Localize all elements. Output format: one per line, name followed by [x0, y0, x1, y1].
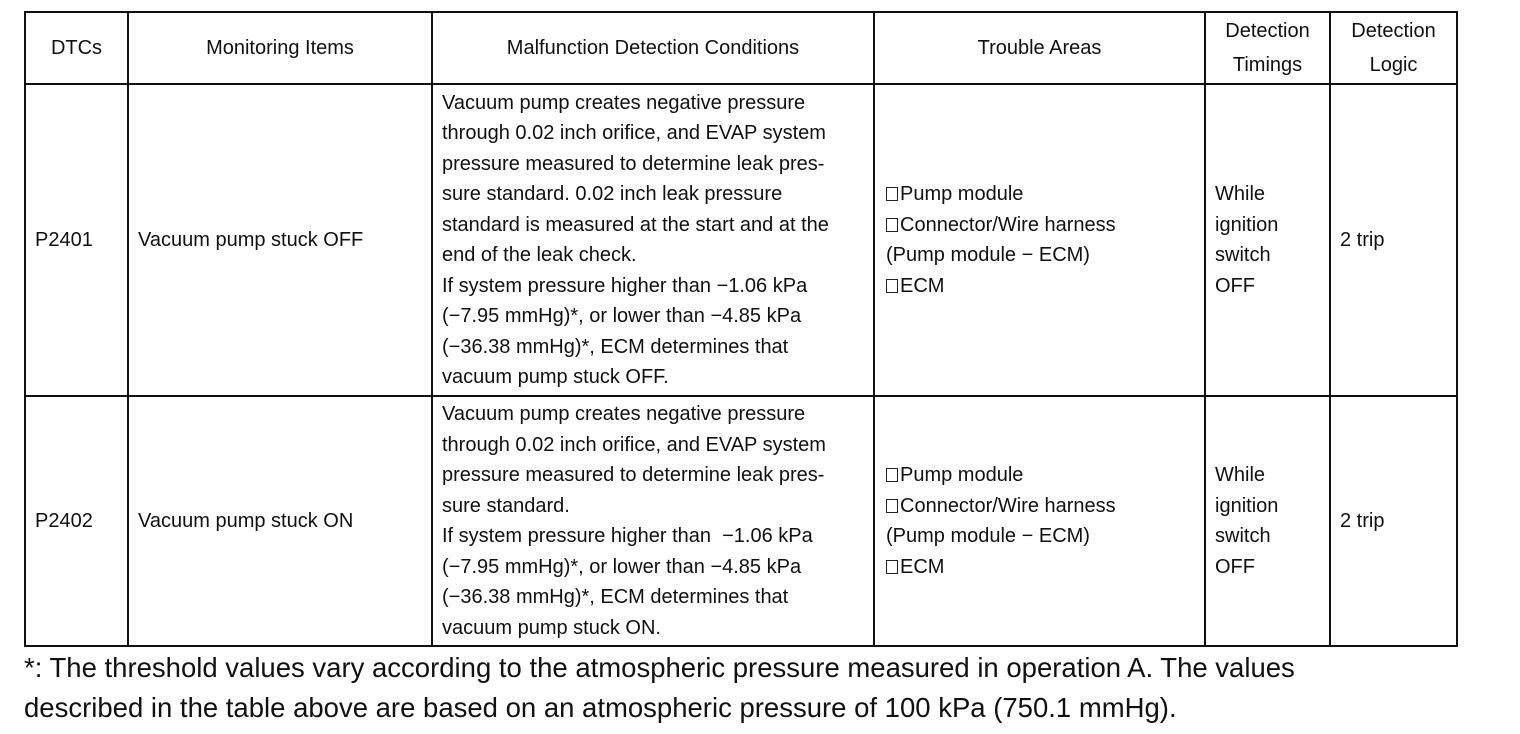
trouble-area-label: Connector/Wire harness	[900, 494, 1116, 517]
checkbox-bullet-icon	[886, 468, 898, 482]
trouble-area-item	[884, 552, 1200, 583]
header-detection-logic-line-1: Detection	[1351, 20, 1436, 42]
timing-line: ignition	[1215, 213, 1279, 236]
footnote-line: described in the table above are based on an atmospheric pressure of 100 kPa (750.1 mmHg).	[24, 692, 1177, 723]
trouble-area-item	[884, 210, 1200, 241]
header-malfunction-detection-conditions: Malfunction Detection Conditions	[432, 12, 874, 84]
header-detection-timings	[1205, 12, 1330, 84]
header-monitoring-items: Monitoring Items	[128, 12, 432, 84]
table-row	[25, 84, 1457, 396]
trouble-area-subitem: (Pump module − ECM)	[886, 244, 1090, 266]
header-detection-logic	[1330, 12, 1457, 84]
condition-line: through 0.02 inch orifice, and EVAP system	[442, 433, 826, 456]
header-detection-logic-line-2: Logic	[1369, 54, 1418, 76]
header-dtcs: DTCs	[25, 12, 128, 84]
condition-line: (−7.95 mmHg)*, or lower than −4.85 kPa	[442, 555, 802, 578]
monitoring-item-cell: Vacuum pump stuck OFF	[128, 84, 432, 396]
detection-conditions-cell	[432, 396, 874, 646]
detection-logic-cell: 2 trip	[1330, 396, 1457, 646]
table-row	[25, 396, 1457, 646]
condition-line: If system pressure higher than −1.06 kPa	[442, 274, 808, 297]
checkbox-bullet-icon	[886, 218, 898, 232]
trouble-area-item	[884, 271, 1200, 302]
trouble-areas-cell	[874, 396, 1205, 646]
checkbox-bullet-icon	[886, 560, 898, 574]
checkbox-bullet-icon	[886, 279, 898, 293]
header-detection-timings-line-1: Detection	[1225, 20, 1310, 42]
trouble-area-label: Pump module	[900, 183, 1024, 205]
dtc-table	[24, 11, 1458, 647]
condition-line: (−36.38 mmHg)*, ECM determines that	[442, 335, 789, 358]
condition-line: Vacuum pump creates negative pressure	[442, 91, 806, 114]
condition-line: pressure measured to determine leak pres-	[442, 464, 825, 486]
condition-line: standard is measured at the start and at the	[442, 213, 829, 236]
timing-line: OFF	[1215, 555, 1255, 578]
condition-line: end of the leak check.	[442, 244, 637, 266]
trouble-area-label: ECM	[900, 274, 945, 297]
timing-line: switch	[1215, 244, 1271, 266]
condition-line: pressure measured to determine leak pres-	[442, 152, 825, 175]
timing-line: While	[1215, 183, 1266, 205]
condition-line: If system pressure higher than −1.06 kPa	[442, 525, 813, 547]
condition-line: (−7.95 mmHg)*, or lower than −4.85 kPa	[442, 305, 802, 327]
monitoring-item-cell: Vacuum pump stuck ON	[128, 396, 432, 646]
timing-line: switch	[1215, 525, 1271, 547]
timing-line: ignition	[1215, 494, 1279, 517]
condition-line: Vacuum pump creates negative pressure	[442, 403, 806, 425]
condition-line: sure standard.	[442, 494, 570, 517]
header-detection-timings-line-2: Timings	[1232, 54, 1303, 76]
dtc-code-cell: P2401	[25, 84, 128, 396]
header-trouble-areas: Trouble Areas	[874, 12, 1205, 84]
table-header-row	[25, 12, 1457, 84]
footnote-line: *: The threshold values vary according to the atmospheric pressure measured in operation A. The values	[24, 652, 1295, 683]
trouble-area-item	[884, 179, 1200, 210]
condition-line: vacuum pump stuck OFF.	[442, 366, 669, 388]
trouble-area-label: Pump module	[900, 464, 1024, 486]
condition-line: vacuum pump stuck ON.	[442, 616, 661, 639]
checkbox-bullet-icon	[886, 499, 898, 513]
detection-logic-cell: 2 trip	[1330, 84, 1457, 396]
condition-line: (−36.38 mmHg)*, ECM determines that	[442, 586, 789, 608]
trouble-areas-cell	[874, 84, 1205, 396]
timing-line: While	[1215, 464, 1266, 486]
trouble-area-label: Connector/Wire harness	[900, 213, 1116, 236]
condition-line: through 0.02 inch orifice, and EVAP system	[442, 122, 826, 144]
timing-line: OFF	[1215, 274, 1255, 297]
footnote	[24, 648, 1504, 728]
detection-timings-cell	[1205, 84, 1330, 396]
dtc-code-cell: P2402	[25, 396, 128, 646]
trouble-area-subitem: (Pump module − ECM)	[886, 525, 1090, 547]
trouble-area-item	[884, 460, 1200, 491]
trouble-area-item	[884, 491, 1200, 522]
trouble-area-label: ECM	[900, 555, 945, 578]
detection-timings-cell	[1205, 396, 1330, 646]
checkbox-bullet-icon	[886, 187, 898, 201]
detection-conditions-cell	[432, 84, 874, 396]
condition-line: sure standard. 0.02 inch leak pressure	[442, 183, 783, 205]
